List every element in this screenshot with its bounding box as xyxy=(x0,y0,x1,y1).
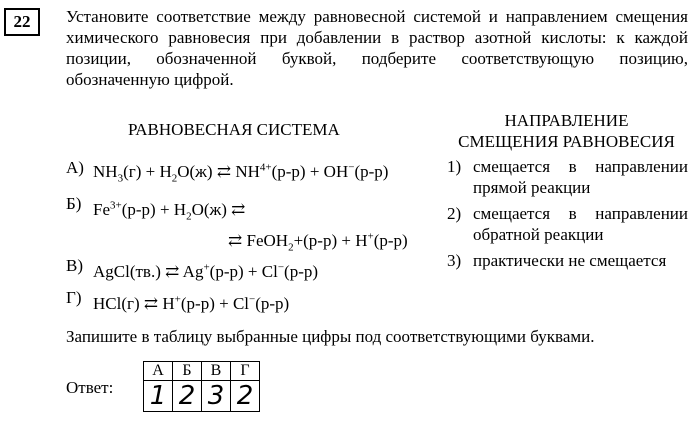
system-a-letter: А) xyxy=(66,158,84,177)
answer-table xyxy=(143,361,260,412)
system-a-equation: $NH_3(г) + H_2O(ж)$ ⇄ $NH^{4+}(р-р) + OH^-(р-р)$ xyxy=(93,161,389,185)
answer-header-g: Г xyxy=(231,362,260,381)
option-2 xyxy=(447,203,688,245)
right-heading-line-2: СМЕЩЕНИЯ РАВНОВЕСИЯ xyxy=(458,132,675,151)
right-heading-line-1: НАПРАВЛЕНИЕ xyxy=(504,111,629,130)
answer-cell-a[interactable]: 1 xyxy=(144,381,173,412)
answer-cell-b[interactable]: 2 xyxy=(173,381,202,412)
option-3-number: 3) xyxy=(447,251,462,270)
system-c-letter: В) xyxy=(66,256,83,275)
option-3 xyxy=(447,250,688,271)
answer-cell-g[interactable]: 2 xyxy=(231,381,260,412)
system-d-equation: HCl(г) ⇄ H+(р-р) + Cl−(р-р) xyxy=(93,293,290,313)
option-3-text: практически не смещается xyxy=(473,251,667,270)
system-c-equation: AgCl(тв.) ⇄ Ag+(р-р) + Cl−(р-р) xyxy=(93,261,319,281)
answer-label: Ответ: xyxy=(66,378,114,397)
option-2-text: смещается в направлении обратной реакции xyxy=(473,204,688,244)
answer-header-v: В xyxy=(202,362,231,381)
answer-header-a: А xyxy=(144,362,173,381)
system-d-letter: Г) xyxy=(66,288,82,307)
option-1-number: 1) xyxy=(447,157,462,176)
system-b-letter: Б) xyxy=(66,194,82,213)
system-b-equation-line-2: ⇄ FeOH$_2$+(р-р) + H+(р-р) xyxy=(228,230,408,254)
system-b-equation-line-1: $Fe^{3+}(р-р) + H_2O(ж)$ ⇄ xyxy=(93,199,246,223)
left-column-heading: РАВНОВЕСНАЯ СИСТЕМА xyxy=(128,120,340,139)
right-column-heading xyxy=(445,110,688,152)
answer-cell-v[interactable]: 3 xyxy=(202,381,231,412)
option-1-text: смещается в направлении прямой реакции xyxy=(473,157,688,197)
task-text: Установите соответствие между равновесной системой и направлением смещения химического равновесия при добавлении в раствор азотной кислоты: к каждой позиции, обозначенной буквой, подберите соответствующую позицию, обозначенную цифрой. xyxy=(66,7,688,89)
answer-header-b: Б xyxy=(173,362,202,381)
option-1 xyxy=(447,156,688,198)
option-2-number: 2) xyxy=(447,204,462,223)
instruction: Запишите в таблицу выбранные цифры под соответствующими буквами. xyxy=(66,327,595,346)
question-number: 22 xyxy=(4,8,40,36)
